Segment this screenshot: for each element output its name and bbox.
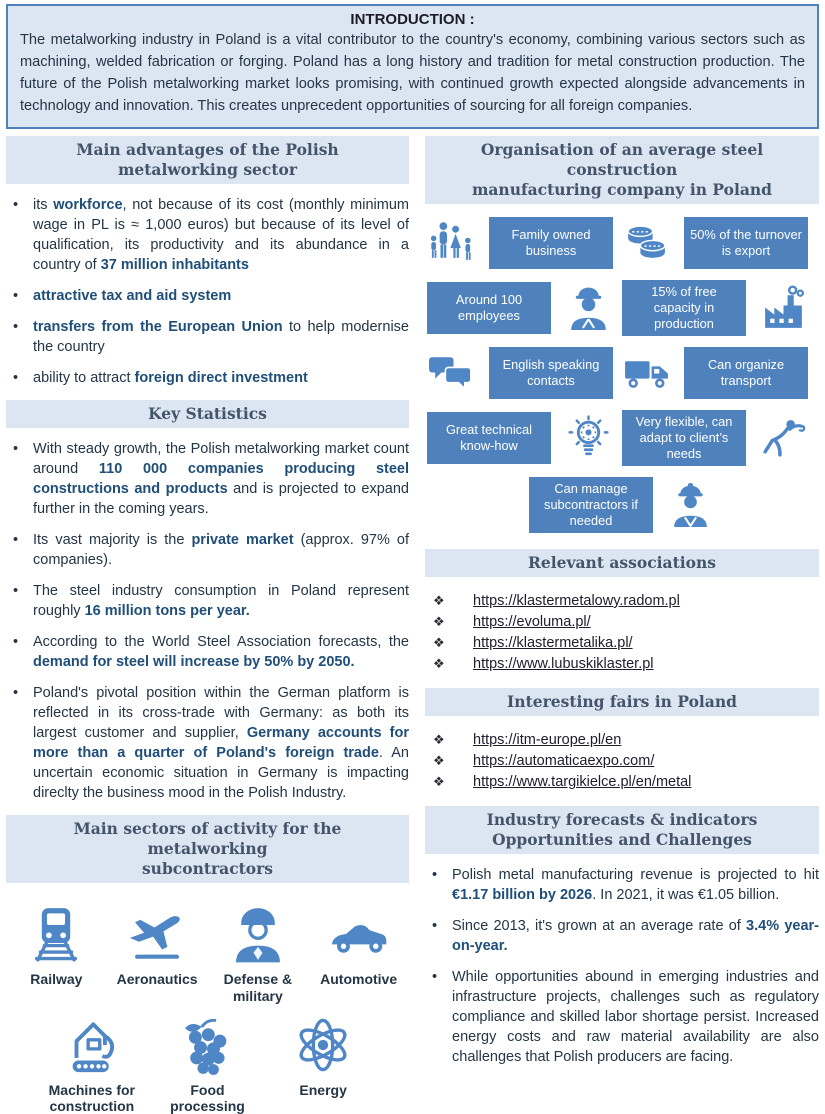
text-segment: . In 2021, it was €1.05 billion. — [592, 887, 780, 904]
forecasts-item — [425, 865, 819, 905]
link-item — [433, 774, 819, 790]
fair-link[interactable]: https://itm-europe.pl/en — [473, 732, 622, 749]
lightbulb-icon — [564, 413, 613, 462]
coins-icon — [622, 218, 671, 267]
text-segment: Polish metal manufacturing revenue is projected to hit — [452, 867, 819, 884]
factory-icon — [759, 283, 808, 332]
worker-icon — [564, 283, 613, 332]
link-item — [433, 753, 819, 769]
diamond-bullet-icon: ❖ — [433, 732, 445, 748]
org-cell — [427, 280, 622, 336]
sector-item — [36, 1014, 148, 1114]
highlight-segment: transfers from the European Union — [33, 318, 283, 335]
two-column-layout — [6, 136, 819, 1114]
highlight-segment: demand for steel will increase by 50% by 2050. — [33, 653, 355, 670]
advantages-item — [6, 286, 409, 306]
highlight-segment: 110 000 companies producing steel constructions and products — [33, 460, 409, 497]
diamond-bullet-icon: ❖ — [433, 753, 445, 769]
text-segment: its — [33, 196, 54, 213]
sector-item — [267, 1014, 379, 1114]
org-box — [427, 412, 551, 464]
org-row — [427, 347, 817, 399]
excavator-icon — [61, 1014, 123, 1076]
advantages-header-line1: Main advantages of the Polish — [76, 139, 339, 159]
org-box-label: 15% of free capacity in production — [651, 283, 717, 331]
org-box-label: Around 100 employees — [455, 291, 523, 323]
org-box-label: Family owned business — [511, 227, 591, 258]
atom-icon — [292, 1014, 354, 1076]
chat-icon — [427, 348, 476, 397]
org-cell — [427, 410, 622, 466]
highlight-segment: private market — [191, 531, 294, 548]
advantages-header — [6, 136, 409, 184]
link-item — [433, 656, 819, 672]
gymnast-icon — [759, 413, 808, 462]
introduction-body: The metalworking industry in Poland is a vital contributor to the country's economy, combining various sectors such as machining, welded fabrication or forging. Poland has a long history and tradition for metal construction production. The future of the Polish metalworking market looks promising, with continued growth expected alongside advancements in technology and innovation. This creates unprecedent opportunities of sourcing for all foreign companies. — [20, 32, 805, 114]
org-row — [427, 477, 817, 533]
org-box-label: Can organize transport — [707, 356, 785, 388]
text-segment: and is projected to expand further in the coming years. — [33, 480, 409, 517]
org-row — [427, 217, 817, 269]
text-segment: With steady growth, the Polish metalworking market count around — [33, 440, 409, 477]
org-box-label: 50% of the turnover is export — [690, 227, 802, 258]
sector-item — [310, 903, 408, 1003]
org-box-label: English speaking contacts — [502, 356, 600, 388]
sector-label: Food processing — [170, 1081, 245, 1114]
family-icon — [427, 218, 476, 267]
organisation-header-line1: Organisation of an average steel construction — [480, 139, 764, 179]
sectors-header-line2: subcontractors — [141, 859, 274, 879]
key-statistics-item — [6, 683, 409, 803]
sectors-header-line1: Main sectors of activity for the metalworking — [73, 818, 342, 859]
link-item — [433, 635, 819, 651]
highlight-segment: 37 million inhabitants — [100, 256, 249, 273]
highlight-segment: workforce — [53, 196, 123, 213]
text-segment: Its vast majority is the — [33, 531, 192, 548]
fairs-header-text: Interesting fairs in Poland — [507, 691, 737, 711]
advantages-item — [6, 368, 409, 388]
link-item — [433, 732, 819, 748]
highlight-segment: Germany accounts for more than a quarter of Poland's foreign trade — [33, 724, 409, 761]
fairs-header — [425, 688, 819, 716]
train-icon — [25, 903, 87, 965]
sector-item — [151, 1014, 263, 1114]
sector-label: Aeronautics — [116, 971, 198, 988]
org-box — [684, 347, 808, 399]
forecasts-header-line2: Opportunities and Challenges — [492, 830, 752, 850]
org-row — [427, 410, 817, 466]
key-statistics-header-text: Key Statistics — [148, 403, 267, 423]
sector-row — [6, 1014, 409, 1114]
sectors-header — [6, 815, 409, 883]
text-segment: The steel industry consumption in Poland represent roughly — [33, 582, 409, 619]
association-link[interactable]: https://klastermetalowy.radom.pl — [473, 592, 680, 609]
car-icon — [328, 903, 390, 965]
forecasts-list — [425, 865, 819, 1067]
advantages-header-line2: metalworking sector — [117, 159, 298, 179]
org-box — [622, 410, 746, 466]
diamond-bullet-icon: ❖ — [433, 774, 445, 790]
link-item — [433, 614, 819, 630]
sector-label: Energy — [299, 1081, 347, 1098]
highlight-segment: €1.17 billion by 2026 — [452, 887, 593, 904]
diamond-bullet-icon: ❖ — [433, 613, 445, 629]
plane-icon — [126, 903, 188, 965]
associations-header — [425, 549, 819, 577]
organisation-header-line2: manufacturing company in Poland — [471, 179, 773, 199]
org-box — [529, 477, 653, 533]
org-box — [489, 217, 613, 269]
right-column — [425, 136, 819, 1114]
highlight-segment: foreign direct investment — [134, 369, 308, 386]
org-box-label: Can manage subcontractors if needed — [544, 480, 638, 528]
org-box — [622, 280, 746, 336]
text-segment: , not because of its cost (monthly minimum wage in PL is ≈ 1,000 euros) but because of its level of qualification, its productivity and its abundance in a country of — [33, 196, 409, 273]
engineer-icon — [666, 480, 715, 529]
grapes-icon — [176, 1014, 238, 1076]
org-box-label: Very flexible, can adapt to client’s needs — [635, 413, 733, 461]
sector-item — [108, 903, 206, 1003]
fair-link[interactable]: https://www.targikielce.pl/en/metal — [473, 774, 692, 791]
diamond-bullet-icon: ❖ — [433, 655, 445, 671]
text-segment: . An uncertain economic situation in Germany is impacting direclty the business mood in the Polish Industry. — [33, 744, 409, 801]
highlight-segment: 16 million tons per year. — [84, 602, 250, 619]
org-box — [489, 347, 613, 399]
text-segment: While opportunities abound in emerging industries and infrastructure projects, challenges such as regulatory compliance and skilled labor shortage persist. Increased energy costs and raw material availability are also challenges that Polish producers are facing. — [452, 969, 819, 1066]
advantages-item — [6, 195, 409, 275]
association-link[interactable]: https://evoluma.pl/ — [473, 613, 591, 630]
sector-row — [6, 903, 409, 1003]
diamond-bullet-icon: ❖ — [433, 634, 445, 650]
org-box-label: Great technical know-how — [445, 421, 533, 453]
org-cell — [622, 217, 817, 269]
org-cell — [622, 347, 817, 399]
text-segment: (approx. 97% of companies). — [33, 531, 409, 568]
forecasts-header — [425, 806, 819, 854]
forecasts-item — [425, 916, 819, 956]
sector-label: Machines for construction — [48, 1081, 135, 1114]
advantages-item — [6, 317, 409, 357]
organisation-header — [425, 136, 819, 204]
org-box — [427, 282, 551, 334]
forecasts-header-line1: Industry forecasts & indicators — [486, 810, 758, 830]
text-segment: ability to attract — [33, 369, 135, 386]
sectors-grid — [6, 883, 409, 1113]
sector-item — [7, 903, 105, 1003]
sector-item — [209, 903, 307, 1003]
truck-icon — [622, 348, 671, 397]
sector-label: Defense & military — [223, 971, 293, 1004]
text-segment: Poland's pivotal position within the German platform is reflected in its cross-trade with Germany: as both its largest customer and supplier, — [33, 684, 409, 741]
link-item — [433, 593, 819, 609]
association-link[interactable]: https://www.lubuskiklaster.pl — [473, 655, 654, 672]
org-cell — [427, 347, 622, 399]
sector-label: Automotive — [320, 971, 398, 988]
text-segment: to help modernise the country — [33, 318, 409, 355]
key-statistics-item — [6, 439, 409, 519]
org-cell — [622, 280, 817, 336]
org-cell — [427, 217, 622, 269]
diamond-bullet-icon: ❖ — [433, 592, 445, 608]
advantages-list — [6, 195, 409, 388]
forecasts-item — [425, 967, 819, 1067]
key-statistics-list — [6, 439, 409, 803]
text-segment: Since 2013, it's grown at an average rate of — [452, 918, 747, 935]
key-statistics-header — [6, 400, 409, 428]
key-statistics-item — [6, 581, 409, 621]
introduction-box — [6, 4, 819, 129]
organisation-grid — [427, 217, 817, 533]
associations-header-text: Relevant associations — [528, 552, 716, 572]
org-box — [684, 217, 808, 269]
org-cell — [529, 477, 715, 533]
associations-list — [425, 593, 819, 672]
highlight-segment: attractive tax and aid system — [33, 287, 232, 304]
fairs-list — [425, 732, 819, 790]
org-row — [427, 280, 817, 336]
fair-link[interactable]: https://automaticaexpo.com/ — [473, 753, 655, 770]
soldier-icon — [227, 903, 289, 965]
key-statistics-item — [6, 530, 409, 570]
sector-label: Railway — [30, 971, 83, 988]
left-column — [6, 136, 409, 1114]
text-segment: According to the World Steel Association forecasts, the — [33, 633, 409, 650]
org-cell — [622, 410, 817, 466]
key-statistics-item — [6, 632, 409, 672]
introduction-title: INTRODUCTION : — [350, 11, 475, 28]
highlight-segment: 3.4% year-on-year. — [452, 918, 819, 955]
association-link[interactable]: https://klastermetalika.pl/ — [473, 634, 633, 651]
